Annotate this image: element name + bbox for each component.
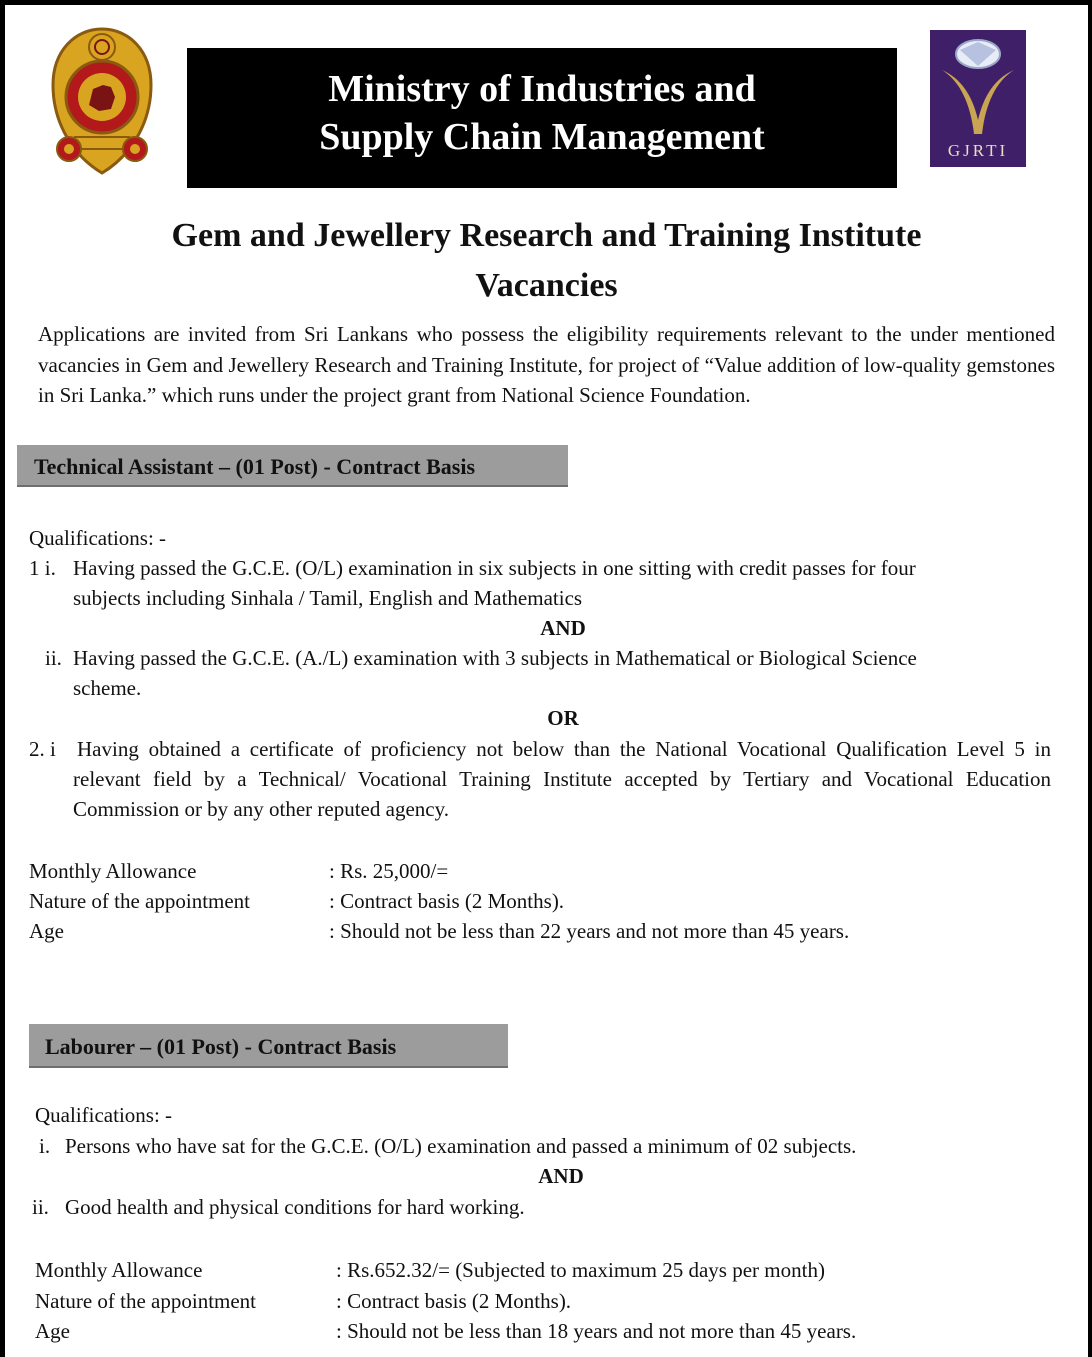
- ministry-banner: [187, 48, 897, 188]
- post2-nature-value: : Contract basis (2 Months).: [336, 1289, 572, 1313]
- ministry-line-2: Supply Chain Management: [319, 116, 765, 158]
- intro-paragraph: Applications are invited from Sri Lankans who possess the eligibility requirements relevant to the under mentioned vacancies in Gem and Jewellery Research and Training Institute, for project of “Value addition of low-quality gemstones in Sri Lanka.” which runs under the project grant from National Science Foundation.: [38, 322, 1055, 407]
- post1-and: AND: [540, 616, 586, 640]
- post1-q2-line2: scheme.: [73, 676, 142, 700]
- post2-q2-text: Good health and physical conditions for hard working.: [65, 1195, 525, 1219]
- vacancies-title: Vacancies: [475, 267, 618, 304]
- post2-q2-number: ii.: [32, 1195, 49, 1219]
- post2-q1-text: Persons who have sat for the G.C.E. (O/L) examination and passed a minimum of 02 subjects.: [65, 1134, 857, 1158]
- post1-q1-line2: subjects including Sinhala / Tamil, English and Mathematics: [73, 586, 583, 610]
- post1-age-value: : Should not be less than 22 years and not more than 45 years.: [329, 919, 850, 943]
- post2-and: AND: [538, 1164, 584, 1188]
- institute-title: Gem and Jewellery Research and Training Institute: [171, 217, 922, 254]
- post2-age-label: Age: [35, 1319, 70, 1343]
- post1-q3-number: 2. i: [29, 737, 56, 761]
- post1-nature-value: : Contract basis (2 Months).: [329, 889, 565, 913]
- gjrti-logo: [930, 30, 1026, 167]
- post2-nature-label: Nature of the appointment: [35, 1289, 257, 1313]
- sri-lanka-emblem-icon: [45, 25, 159, 177]
- post1-allowance-value: : Rs. 25,000/=: [329, 859, 449, 883]
- post1-q2-line1: Having passed the G.C.E. (A./L) examination with 3 subjects in Mathematical or Biological Science: [73, 646, 917, 670]
- post2-allowance-value: : Rs.652.32/= (Subjected to maximum 25 days per month): [336, 1258, 825, 1282]
- post1-qualifications-label: Qualifications: -: [29, 526, 167, 550]
- post1-q1-number: 1 i.: [29, 556, 56, 580]
- post1-allowance-label: Monthly Allowance: [29, 859, 197, 883]
- post1-q1-line1: Having passed the G.C.E. (O/L) examination in six subjects in one sitting with credit passes for four: [73, 556, 916, 580]
- post2-heading: Labourer – (01 Post) - Contract Basis: [29, 1024, 508, 1068]
- post2-qualifications-label: Qualifications: -: [35, 1103, 173, 1127]
- post2-q1-number: i.: [39, 1134, 51, 1158]
- post2-allowance-label: Monthly Allowance: [35, 1258, 203, 1282]
- post1-or: OR: [547, 706, 579, 730]
- post1-nature-label: Nature of the appointment: [29, 889, 251, 913]
- post1-q3-text: Having obtained a certificate of proficiency not below than the National Vocational Qualification Level 5 in relevant field by a Technical/ Vocational Training Institute accepted by Tertiary and Vocational Education Commission or by any other reputed agency.: [73, 737, 1051, 821]
- post1-heading: Technical Assistant – (01 Post) - Contract Basis: [17, 445, 568, 487]
- post1-age-label: Age: [29, 919, 64, 943]
- post2-age-value: : Should not be less than 18 years and not more than 45 years.: [336, 1319, 857, 1343]
- post1-q2-number: ii.: [45, 646, 62, 670]
- ministry-line-1: Ministry of Industries and: [328, 68, 756, 110]
- logo-text: GJRTI: [947, 141, 1009, 160]
- gem-diamond-icon: [930, 30, 1026, 140]
